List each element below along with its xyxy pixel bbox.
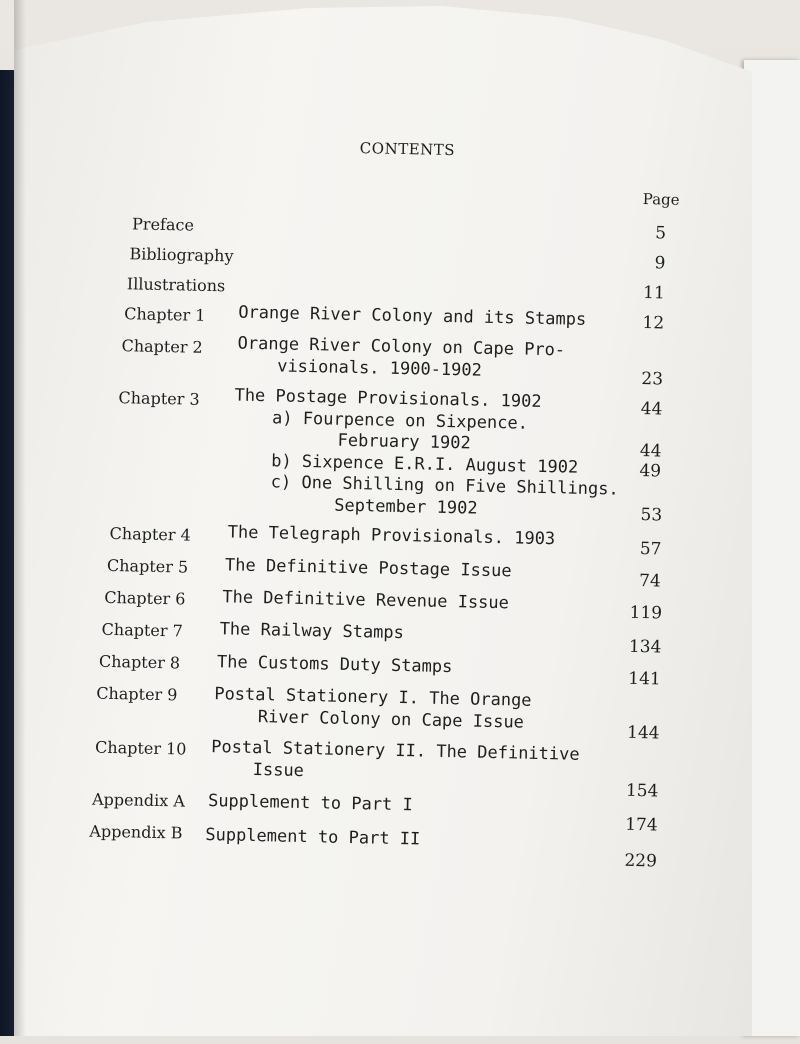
entry-page: 229 <box>624 850 658 872</box>
entry-label: Chapter 6 <box>104 587 186 609</box>
entry-page: 174 <box>625 814 658 836</box>
entry-label: Appendix A <box>91 789 186 811</box>
entry-title: c) One Shilling on Five Shillings. <box>270 472 619 500</box>
entry-page: 23 <box>641 369 664 390</box>
entry-page: 49 <box>639 461 662 482</box>
entry-label: Chapter 8 <box>98 651 181 673</box>
entry-title: The Railway Stamps <box>219 619 405 644</box>
entry-title-continued: Issue <box>252 759 305 782</box>
entry-title: Postal Stationery I. The Orange <box>214 684 532 711</box>
entry-title: The Telegraph Provisionals. 1903 <box>227 522 556 550</box>
entry-title: The Definitive Postage Issue <box>224 555 512 582</box>
entry-title-continued: September 1902 <box>334 495 478 519</box>
entry-page: 57 <box>639 539 662 560</box>
entry-page: 5 <box>655 223 667 244</box>
entry-title: Supplement to Part I <box>207 791 413 816</box>
entry-label: Chapter 2 <box>121 336 203 357</box>
page-column-header: Page <box>642 190 680 209</box>
entry-page: 9 <box>654 253 666 274</box>
entry-label: Illustrations <box>126 274 226 296</box>
entry-page: 119 <box>629 602 663 624</box>
entry-title: The Definitive Revenue Issue <box>222 587 510 614</box>
entry-label: Appendix B <box>89 821 183 843</box>
entry-page: 134 <box>628 636 662 658</box>
entry-title-continued: River Colony on Cape Issue <box>257 707 525 733</box>
contents-title: CONTENTS <box>359 139 456 160</box>
entry-title: Postal Stationery II. The Definitive <box>210 737 580 765</box>
entry-page: 44 <box>640 399 663 420</box>
entry-page: 144 <box>626 722 660 744</box>
entry-label: Chapter 10 <box>94 737 187 759</box>
entry-title-continued: visionals. 1900-1902 <box>276 356 483 381</box>
entry-title: The Postage Provisionals. 1902 <box>234 385 542 412</box>
entry-page: 11 <box>642 283 666 304</box>
entry-page: 154 <box>625 780 659 802</box>
entry-page: 74 <box>638 571 661 592</box>
entry-label: Chapter 4 <box>109 523 191 545</box>
entry-label: Chapter 7 <box>101 619 183 641</box>
entry-label: Chapter 3 <box>118 388 200 409</box>
entry-label: Chapter 9 <box>96 683 178 705</box>
entry-title: The Customs Duty Stamps <box>216 652 453 678</box>
entry-page: 141 <box>628 668 661 690</box>
entry-title-continued: February 1902 <box>337 430 471 454</box>
entry-label: Chapter 1 <box>124 304 206 325</box>
entry-title: Orange River Colony on Cape Pro- <box>237 333 566 361</box>
entry-title: Orange River Colony and its Stamps <box>238 302 587 330</box>
entry-title: a) Fourpence on Sixpence. <box>271 408 529 434</box>
entry-label: Bibliography <box>129 244 234 266</box>
entry-page: 44 <box>639 441 662 462</box>
entry-label: Chapter 5 <box>106 555 189 577</box>
entry-label: Preface <box>131 214 195 235</box>
entry-page: 12 <box>642 313 665 334</box>
entry-page: 53 <box>640 505 663 526</box>
entry-title: b) Sixpence E.R.I. August 1902 <box>270 451 579 478</box>
entry-title: Supplement to Part II <box>205 824 421 850</box>
